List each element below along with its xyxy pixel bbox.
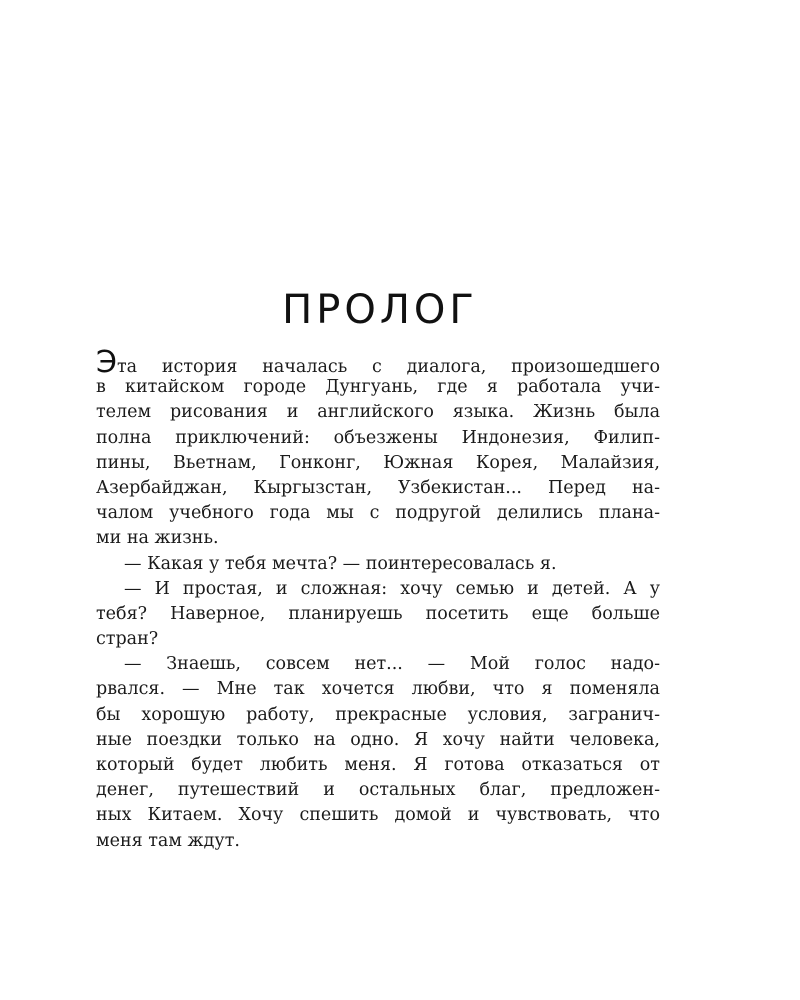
text-line: в китайском городе Дунгуань, где я работала учи- bbox=[96, 377, 660, 398]
text-line: Азербайджан, Кыргызстан, Узбекистан... Перед на- bbox=[96, 477, 660, 498]
text-line: бы хорошую работу, прекрасные условия, загранич- bbox=[96, 704, 660, 725]
text-line: — И простая, и сложная: хочу семью и детей. А у bbox=[124, 578, 660, 599]
body-text bbox=[96, 345, 660, 854]
paragraph bbox=[96, 552, 660, 577]
paragraph bbox=[96, 652, 660, 854]
text-line: который будет любить меня. Я готова отказаться от bbox=[96, 755, 660, 775]
text-line: чалом учебного года мы с подругой делились плана- bbox=[96, 503, 660, 524]
text-line: пины, Вьетнам, Гонконг, Южная Корея, Малайзия, bbox=[96, 452, 660, 473]
text-line: тебя? Наверное, планируешь посетить еще больше bbox=[96, 603, 660, 624]
drop-cap: Э bbox=[96, 345, 117, 380]
text-line: — Какая у тебя мечта? — поинтересовалась я. bbox=[124, 553, 557, 574]
text-line: ми на жизнь. bbox=[96, 528, 219, 549]
text-line: рвался. — Мне так хочется любви, что я поменяла bbox=[96, 679, 660, 700]
text-line: стран? bbox=[96, 629, 159, 650]
paragraph bbox=[96, 577, 660, 653]
text-line: меня там ждут. bbox=[96, 830, 240, 851]
text-line: — Знаешь, совсем нет... — Мой голос надо- bbox=[124, 654, 660, 675]
paragraph bbox=[96, 345, 660, 552]
text-line: Эта история началась с диалога, произошедшего bbox=[96, 345, 660, 380]
text-line: полна приключений: объезжены Индонезия, Филип- bbox=[96, 427, 660, 448]
text-line: ные поездки только на одно. Я хочу найти человека, bbox=[96, 729, 660, 750]
text-line: денег, путешествий и остальных благ, предложен- bbox=[96, 780, 660, 801]
text-line: ных Китаем. Хочу спешить домой и чувствовать, что bbox=[96, 805, 660, 826]
text-line: телем рисования и английского языка. Жизнь была bbox=[96, 402, 660, 423]
chapter-title: ПРОЛОГ bbox=[282, 287, 478, 333]
